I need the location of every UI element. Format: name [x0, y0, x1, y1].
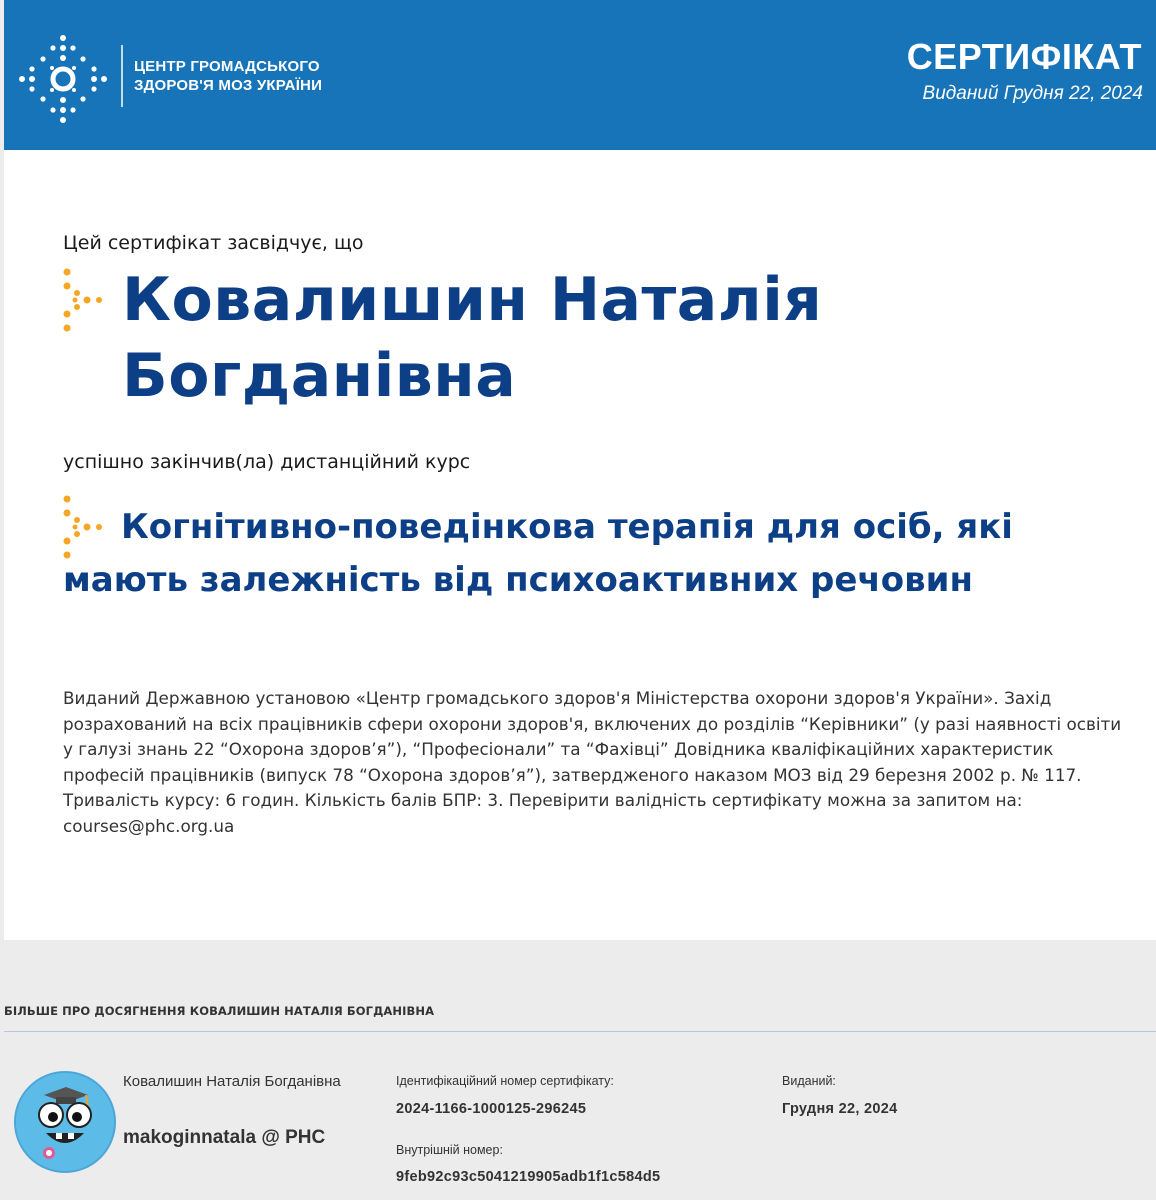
- achievements-section-title: БІЛЬШЕ ПРО ДОСЯГНЕННЯ КОВАЛИШИН НАТАЛІЯ БОГДАНІВНА: [4, 1004, 435, 1018]
- certificate-card: [4, 0, 1156, 940]
- certificate-issue-date: Виданий Грудня 22, 2024: [922, 83, 1143, 104]
- recipient-name-line1: Ковалишин Наталія: [122, 265, 823, 335]
- user-full-name: Ковалишин Наталія Богданівна: [123, 1073, 341, 1090]
- footer-divider: [4, 1031, 1156, 1032]
- recipient-name-line2: Богданівна: [122, 341, 517, 411]
- cert-id-label: Ідентифікаційний номер сертифікату:: [396, 1074, 614, 1088]
- issued-value: Грудня 22, 2024: [782, 1101, 898, 1117]
- org-name-line1: ЦЕНТР ГРОМАДСЬКОГО: [134, 58, 320, 75]
- certificate-title: СЕРТИФІКАТ: [906, 36, 1142, 77]
- course-intro: успішно закінчив(ла) дистанційний курс: [63, 451, 471, 473]
- cert-id-value: 2024-1166-1000125-296245: [396, 1101, 587, 1117]
- username[interactable]: makoginnatala @ PHC: [123, 1127, 326, 1148]
- phc-logo-icon: [18, 34, 108, 124]
- internal-number-value: 9feb92c93c5041219905adb1f1c584d5: [396, 1169, 661, 1185]
- internal-number-label: Внутрішній номер:: [396, 1143, 503, 1157]
- logo-divider: [121, 45, 123, 107]
- organization-name: [134, 57, 322, 95]
- certificate-header: [4, 0, 1156, 150]
- certificate-intro: Цей сертифікат засвідчує, що: [63, 232, 364, 254]
- orange-dots-icon: [59, 266, 103, 336]
- certificate-description: Виданий Державною установою «Центр громадського здоров'я Міністерства охорони здоров'я України». Захід розрахований на всіх працівників сфери охорони здоров'я, включених до розділів “Керівники” (у разі наявності освіти у галузі знань 22 “Охорона здоров’я”), “Професіонали” та “Фахівці” Довідника кваліфікаційних характеристик професій працівників (випуск 78 “Охорона здоров’я”), затвердженого наказом МОЗ від 29 березня 2002 р. № 117. Тривалість курсу: 6 годин. Кількість балів БПР: 3. Перевірити валідність сертифікату можна за запитом на: courses@phc.org.ua: [63, 688, 1122, 836]
- org-name-line2: ЗДОРОВ'Я МОЗ УКРАЇНИ: [134, 77, 323, 94]
- robot-mascot-icon: [16, 1073, 114, 1171]
- issued-label: Виданий:: [782, 1074, 836, 1088]
- recipient-name: [122, 262, 1102, 414]
- avatar[interactable]: [14, 1071, 116, 1173]
- course-title: Когнітивно-поведінкова терапія для осіб, які мають залежність від психоактивних речовин: [63, 507, 1013, 600]
